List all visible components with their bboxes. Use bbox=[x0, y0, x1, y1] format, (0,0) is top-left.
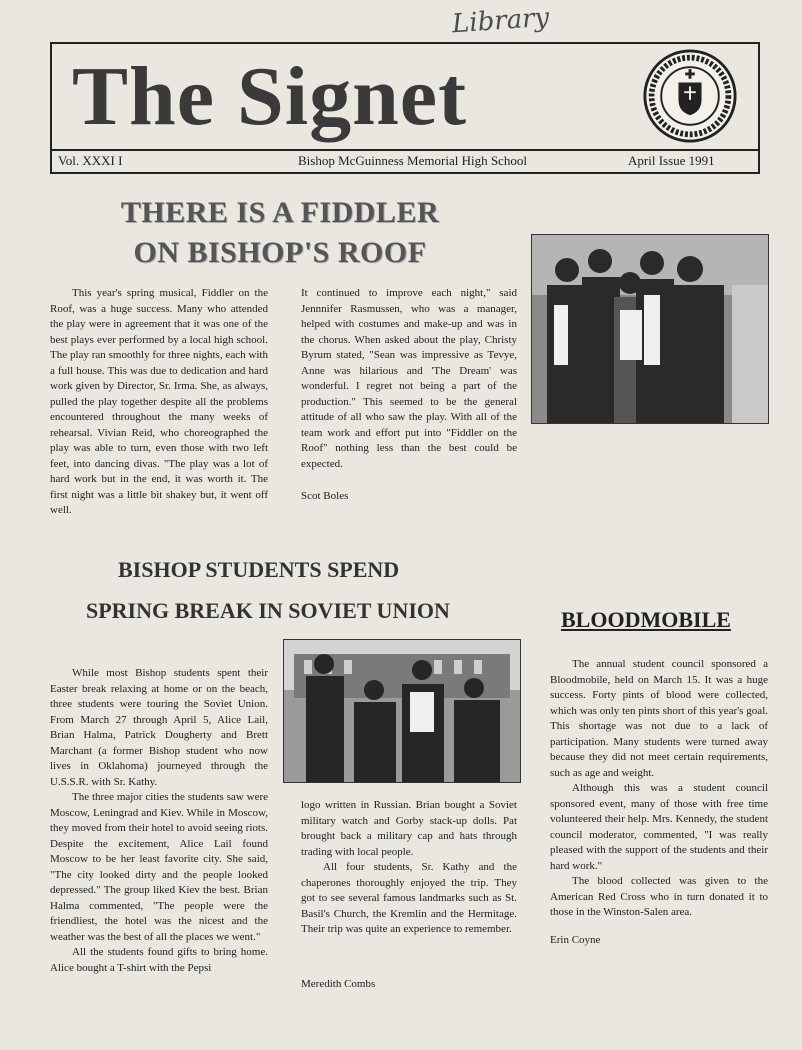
soviet-headline-line1: BISHOP STUDENTS SPEND bbox=[118, 557, 400, 582]
soviet-trip-photo bbox=[283, 639, 521, 783]
soviet-headline-line2: SPRING BREAK IN SOVIET UNION bbox=[86, 598, 450, 623]
soviet-paragraph-3: All the students found gifts to bring home. Alice bought a T-shirt with the Pepsi bbox=[50, 946, 268, 974]
masthead-rule bbox=[50, 149, 760, 151]
school-seal-icon bbox=[642, 48, 738, 144]
fiddler-cast-photo bbox=[531, 234, 769, 424]
volume-label: Vol. XXXI I bbox=[58, 153, 123, 168]
soviet-paragraph-cont: logo written in Russian. Brian bought a Soviet military watch and Gorby stack-up dolls. Pat brought back a military cap and hats through trading with local people. bbox=[301, 799, 517, 858]
fiddler-byline: Scot Boles bbox=[301, 490, 349, 502]
handwritten-library-note: Library bbox=[451, 2, 551, 40]
fiddler-column-1 bbox=[50, 286, 268, 519]
soviet-byline: Meredith Combs bbox=[301, 978, 376, 990]
fiddler-paragraph: This year's spring musical, Fiddler on the Roof, was a huge success. Many who attended the play were in agreement that it was one of the best plays ever performed by a local high school. The play ran smoothly for three nights, each with a full house. This was due to dedication and hard work given by Director, Sr. Irma. She, as always, pulled the play together despite all the problems encountered throughout the many weeks of rehearsal. Vivian Reid, who choreographed the play was able to turn, even those with two left feet, into dancing divas. "The play was a lot of hard work but in the end, it was worth it. The first night was a little bit shakey but, it went off well. bbox=[50, 287, 268, 516]
newspaper-title: The Signet bbox=[72, 50, 468, 143]
soviet-paragraph-4: All four students, Sr. Kathy and the chaperones thoroughly enjoyed the trip. They got to see several famous landmarks such as St. Basil's Church, the Kremlin and the Hermitage. Their trip was quite an experience to remember. bbox=[301, 861, 517, 935]
fiddler-paragraph-cont: It continued to improve each night," said Jennnifer Rasmussen, who was a manager, helped with costumes and make-up and was in the chorus. When asked about the play, Christy Byrum stated, "Sean was impressive as Tevye, Anne was hilarious and 'The Dream' was wonderful. I regret not being a part of the production." This seemed to be the general attitude of all who saw the play. With all of the team work and effort put into "Fiddler on the Roof" nothing less than the best could be expected. bbox=[301, 287, 517, 470]
soviet-column-2 bbox=[301, 798, 517, 938]
bloodmobile-headline: BLOODMOBILE bbox=[561, 607, 731, 632]
soviet-paragraph-2: The three major cities the students saw were Moscow, Leningrad and Kiev. While in Moscow, they moved from their hotel to avoid seeing riots. Despite the excitement, Alice Lail found Moscow to be her least favorite city. She said, "The city looked dirty and the people looked depressed." The group liked Kiev the best. Brian Halma commented, "The people were the friendliest, the hotel was the nicest and the weather was the best of all the places we went." bbox=[50, 791, 268, 943]
bloodmobile-column bbox=[550, 657, 768, 921]
fiddler-headline-line2: ON BISHOP'S ROOF bbox=[133, 236, 427, 269]
school-name: Bishop McGuinness Memorial High School bbox=[298, 153, 527, 168]
bloodmobile-paragraph-2: Although this was a student council sponsored event, many of those with free time volunteered their help. Mrs. Kennedy, the student council moderator, commented, "I was really pleased with the support of the students and their hard work." bbox=[550, 782, 768, 872]
bloodmobile-paragraph-1: The annual student council sponsored a Bloodmobile, held on March 15. It was a huge success. Forty pints of blood were collected, which was only ten pints short of this year's goal. This shortage was not due to a lack of participation. Many students were turned away because they did not meet certain requirements, such as age and weight. bbox=[550, 658, 768, 779]
fiddler-headline-line1: THERE IS A FIDDLER bbox=[120, 196, 440, 229]
soviet-paragraph-1: While most Bishop students spent their Easter break relaxing at home or on the beach, three students were touring the Soviet Union. From March 27 through April 5, Alice Lail, Brian Halma, Patrick Dougherty and Brett Marchant (a former Bishop student who now lives in Oklahoma) journeyed through the U.S.S.R. with Sr. Kathy. bbox=[50, 667, 268, 788]
bloodmobile-byline: Erin Coyne bbox=[550, 934, 601, 946]
issue-date: April Issue 1991 bbox=[628, 153, 715, 168]
bloodmobile-paragraph-3: The blood collected was given to the American Red Cross who in turn donated it to those in the Winston-Salen area. bbox=[550, 875, 768, 918]
soviet-column-1 bbox=[50, 666, 268, 976]
fiddler-column-2 bbox=[301, 286, 517, 472]
